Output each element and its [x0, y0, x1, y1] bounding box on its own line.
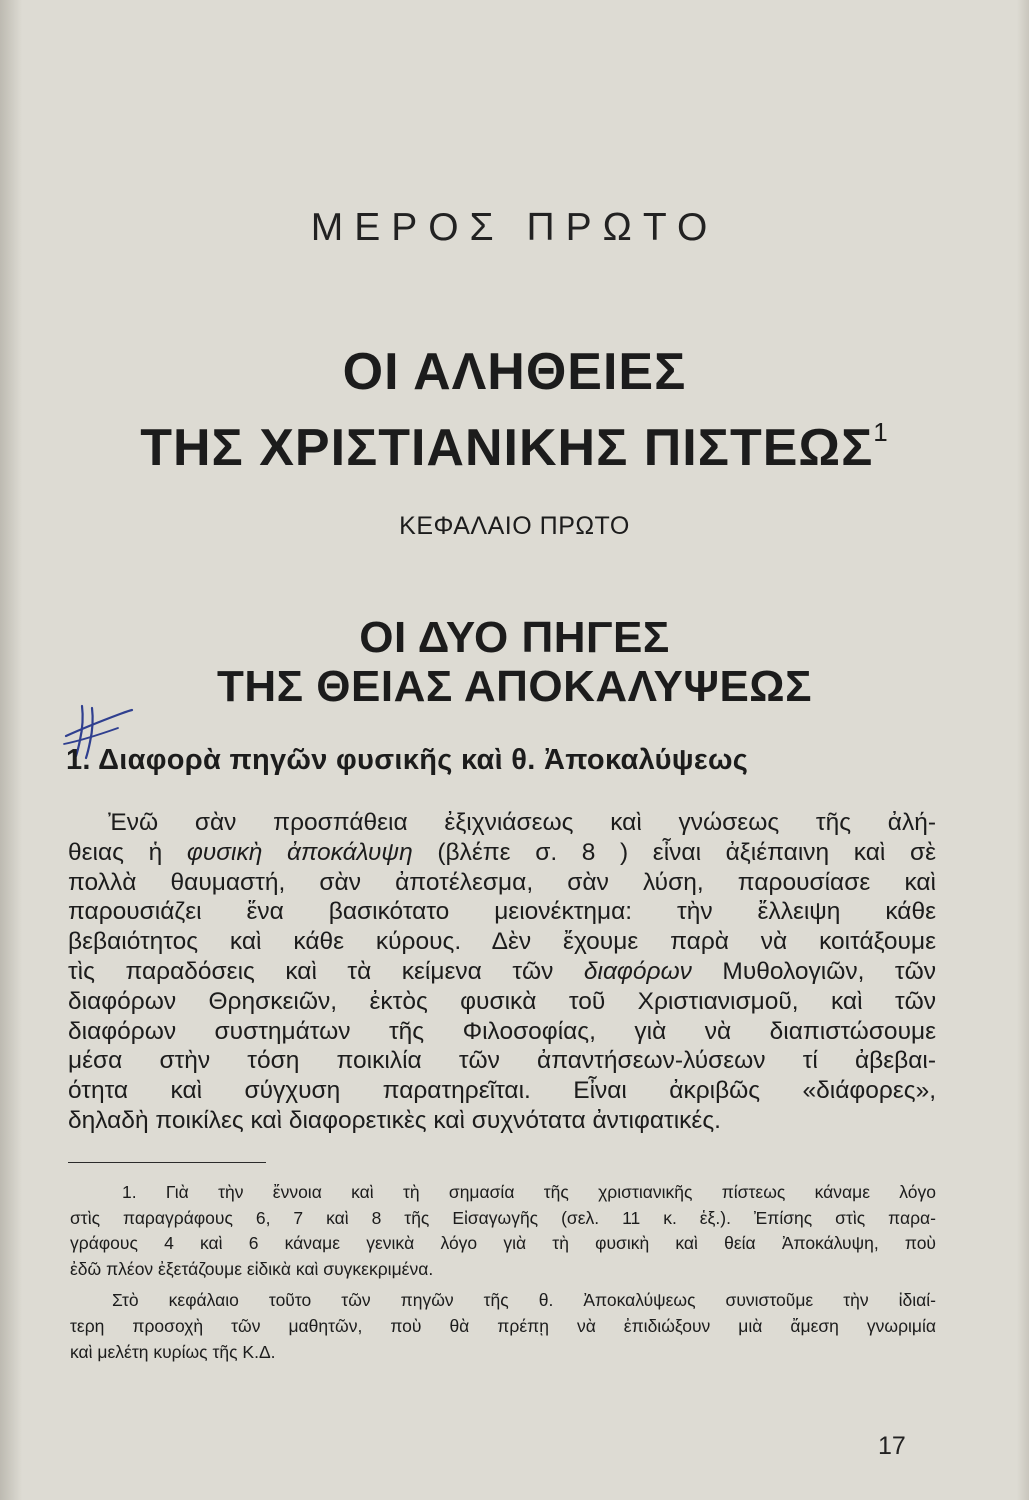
footnote-line: στὶς παραγράφους 6, 7 καὶ 8 τῆς Εἰσαγωγῆς (σελ. 11 κ. ἑξ.). Ἐπίσης στὶς παρα-: [70, 1207, 936, 1228]
page-number: 17: [878, 1432, 906, 1460]
body-line: διαφόρων Θρησκειῶν, ἐκτὸς φυσικὰ τοῦ Χριστιανισμοῦ, καὶ τῶν: [68, 987, 936, 1015]
chapter-title-line-2: ΤΗΣ ΘΕΙΑΣ ΑΠΟΚΑΛΥΨΕΩΣ: [216, 662, 812, 711]
body-line: δηλαδὴ ποικίλες καὶ διαφορετικὲς καὶ συχνότατα ἀντιφατικές.: [68, 1106, 721, 1134]
footnote-line: καὶ μελέτη κυρίως τῆς Κ.Δ.: [70, 1341, 276, 1362]
footnote-line: γράφους 4 καὶ 6 κάναμε γενικὰ λόγο γιὰ τὴ φυσικὴ καὶ θεία Ἀποκάλυψη, ποὺ: [70, 1233, 936, 1254]
body-line: διαφόρων συστημάτων τῆς Φιλοσοφίας, γιὰ νὰ διαπιστώσουμε: [68, 1017, 936, 1045]
body-line: παρουσιάζει ἕνα βασικότατο μειονέκτημα: τὴν ἔλλειψη κάθε: [68, 898, 936, 926]
chapter-label: ΚΕΦΑΛΑΙΟ ΠΡΩΤΟ: [399, 512, 630, 540]
body-line: μέσα στὴν τόση ποικιλία τῶν ἀπαντήσεων-λύσεων τί ἀβεβαι-: [68, 1047, 936, 1075]
body-line: θειας ἡ φυσικὴ ἀποκάλυψη (βλέπε σ. 8 ) εἶναι ἀξιέπαινη καὶ σὲ: [68, 838, 937, 866]
body-line: τὶς παραδόσεις καὶ τὰ κείμενα τῶν διαφόρων Μυθολογιῶν, τῶν: [68, 957, 936, 985]
footnote-reference: 1: [873, 417, 889, 447]
footnote-line: Στὸ κεφάλαιο τοῦτο τῶν πηγῶν τῆς θ. Ἀποκαλύψεως συνιστοῦμε τὴν ἰδιαί-: [112, 1290, 936, 1311]
footnote-line: 1. Γιὰ τὴν ἔννοια καὶ τὴ σημασία τῆς χριστιανικῆς πίστεως κάναμε λόγο: [122, 1182, 936, 1202]
body-line: ότητα καὶ σύγχυση παρατηρεῖται. Εἶναι ἀκριβῶς «διάφορες»,: [68, 1077, 936, 1105]
chapter-title-line-1: ΟΙ ΔΥΟ ΠΗΓΕΣ: [359, 613, 670, 662]
part-heading: ΜΕΡΟΣ ΠΡΩΤΟ: [310, 206, 719, 249]
body-line: πολλὰ θαυμαστή, σὰν ἀποτέλεσμα, σὰν λύση, παρουσίασε καὶ: [68, 868, 936, 896]
body-line: βεβαιότητος καὶ κάθε κύρους. Δὲν ἔχουμε παρὰ νὰ κοιτάξουμε: [68, 928, 936, 956]
footnotes: [70, 1180, 936, 1365]
section-heading: 1. Διαφορὰ πηγῶν φυσικῆς καὶ θ. Ἀποκαλύψεως: [66, 744, 749, 776]
italic-term: διαφόρων: [583, 957, 692, 985]
italic-term: φυσικὴ ἀποκάλυψη: [186, 838, 413, 866]
main-title-text: ΤΗΣ ΧΡΙΣΤΙΑΝΙΚΗΣ ΠΙΣΤΕΩΣ: [140, 419, 874, 477]
footnote-divider: [68, 1162, 266, 1163]
body-line: Ἐνῶ σὰν προσπάθεια ἐξιχνιάσεως καὶ γνώσεως τῆς ἀλή-: [108, 809, 936, 836]
main-title-line-1: ΟΙ ΑΛΗΘΕΙΕΣ: [342, 343, 687, 401]
footnote-line: τερη προσοχὴ τῶν μαθητῶν, ποὺ θὰ πρέπῃ νὰ ἐπιδιώξουν μιὰ ἄμεση γνωριμία: [70, 1315, 936, 1336]
main-title-line-2: [0, 404, 1029, 476]
body-paragraph: [68, 808, 936, 1136]
footnote-line: ἐδῶ πλέον ἐξετάζουμε εἰδικὰ καὶ συγκεκριμένα.: [70, 1258, 434, 1279]
